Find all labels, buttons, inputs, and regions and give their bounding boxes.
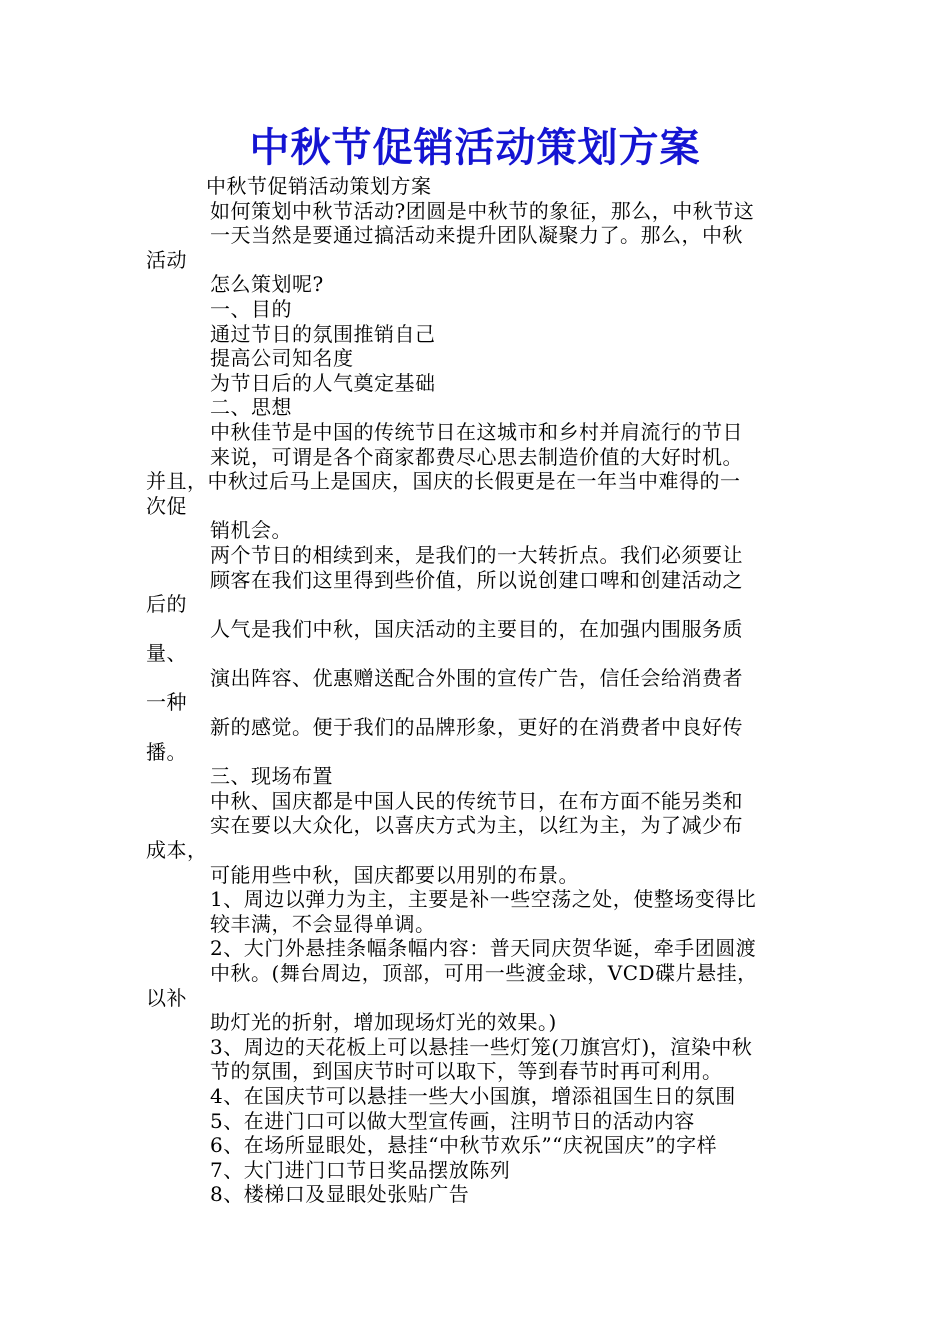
body-line: 7、大门进门口节日奖品摆放陈列: [210, 1157, 511, 1182]
body-line: 一种: [146, 690, 187, 715]
body-line: 实在要以大众化，以喜庆方式为主，以红为主，为了减少布: [210, 813, 743, 838]
body-line: 2、大门外悬挂条幅条幅内容：普天同庆贺华诞，牵手团圆渡: [210, 936, 757, 961]
body-line: 二、思想: [210, 395, 292, 420]
body-line: 新的感觉。便于我们的品牌形象，更好的在消费者中良好传: [210, 715, 743, 740]
document-body: [146, 174, 816, 1207]
body-line: 助灯光的折射，增加现场灯光的效果。): [210, 1010, 557, 1035]
body-line: 人气是我们中秋，国庆活动的主要目的，在加强内围服务质: [210, 616, 743, 641]
body-line: 6、在场所显眼处，悬挂“中秋节欢乐”“庆祝国庆”的字样: [210, 1133, 718, 1158]
body-line: 4、在国庆节可以悬挂一些大小国旗，增添祖国生日的氛围: [210, 1083, 736, 1108]
body-line: 一天当然是要通过搞活动来提升团队凝聚力了。那么，中秋: [210, 223, 743, 248]
body-line: 后的: [146, 592, 187, 617]
body-line: 中秋、国庆都是中国人民的传统节日，在布方面不能另类和: [210, 788, 743, 813]
body-line: 3、周边的天花板上可以悬挂一些灯笼(刀旗宫灯)，渲染中秋: [210, 1034, 753, 1059]
body-line: 两个节日的相续到来，是我们的一大转折点。我们必须要让: [210, 542, 743, 567]
body-line: 8、楼梯口及显眼处张贴广告: [210, 1182, 470, 1207]
body-line: 较丰满，不会显得单调。: [210, 911, 436, 936]
body-line: 节的氛围，到国庆节时可以取下，等到春节时再可利用。: [210, 1059, 723, 1084]
body-line: 为节日后的人气奠定基础: [210, 370, 436, 395]
body-line: 提高公司知名度: [210, 346, 354, 371]
body-line: 怎么策划呢?: [210, 272, 324, 297]
body-line: 三、现场布置: [210, 764, 333, 789]
body-line: 中秋佳节是中国的传统节日在这城市和乡村并肩流行的节日: [210, 419, 743, 444]
body-line: 一、目的: [210, 296, 292, 321]
body-line: 如何策划中秋节活动?团圆是中秋节的象征，那么，中秋节这: [210, 198, 755, 223]
body-line: 演出阵容、优惠赠送配合外围的宣传广告，信任会给消费者: [210, 665, 743, 690]
document-title: 中秋节促销活动策划方案: [249, 125, 701, 171]
body-line: 量、: [146, 641, 187, 666]
body-line: 次促: [146, 493, 187, 518]
body-line: 成本，: [146, 838, 208, 863]
body-line: 销机会。: [210, 518, 292, 543]
body-line: 播。: [146, 739, 187, 764]
body-line: 可能用些中秋，国庆都要以用别的布景。: [210, 862, 579, 887]
body-line: 以补: [146, 985, 187, 1010]
body-line: 来说，可谓是各个商家都费尽心思去制造价值的大好时机。: [210, 444, 743, 469]
body-line: 通过节日的氛围推销自己: [210, 321, 436, 346]
body-line: 5、在进门口可以做大型宣传画，注明节日的活动内容: [210, 1108, 695, 1133]
body-line: 中秋。(舞台周边，顶部，可用一些渡金球，VCD碟片悬挂，: [210, 961, 758, 985]
body-line: 顾客在我们这里得到些价值，所以说创建口啤和创建活动之: [210, 567, 743, 592]
body-line: 活动: [146, 247, 187, 272]
body-line: 中秋节促销活动策划方案: [206, 174, 432, 198]
body-line: 1、周边以弹力为主，主要是补一些空荡之处，使整场变得比: [210, 887, 757, 912]
body-line: 并且，中秋过后马上是国庆，国庆的长假更是在一年当中难得的一: [146, 469, 741, 494]
